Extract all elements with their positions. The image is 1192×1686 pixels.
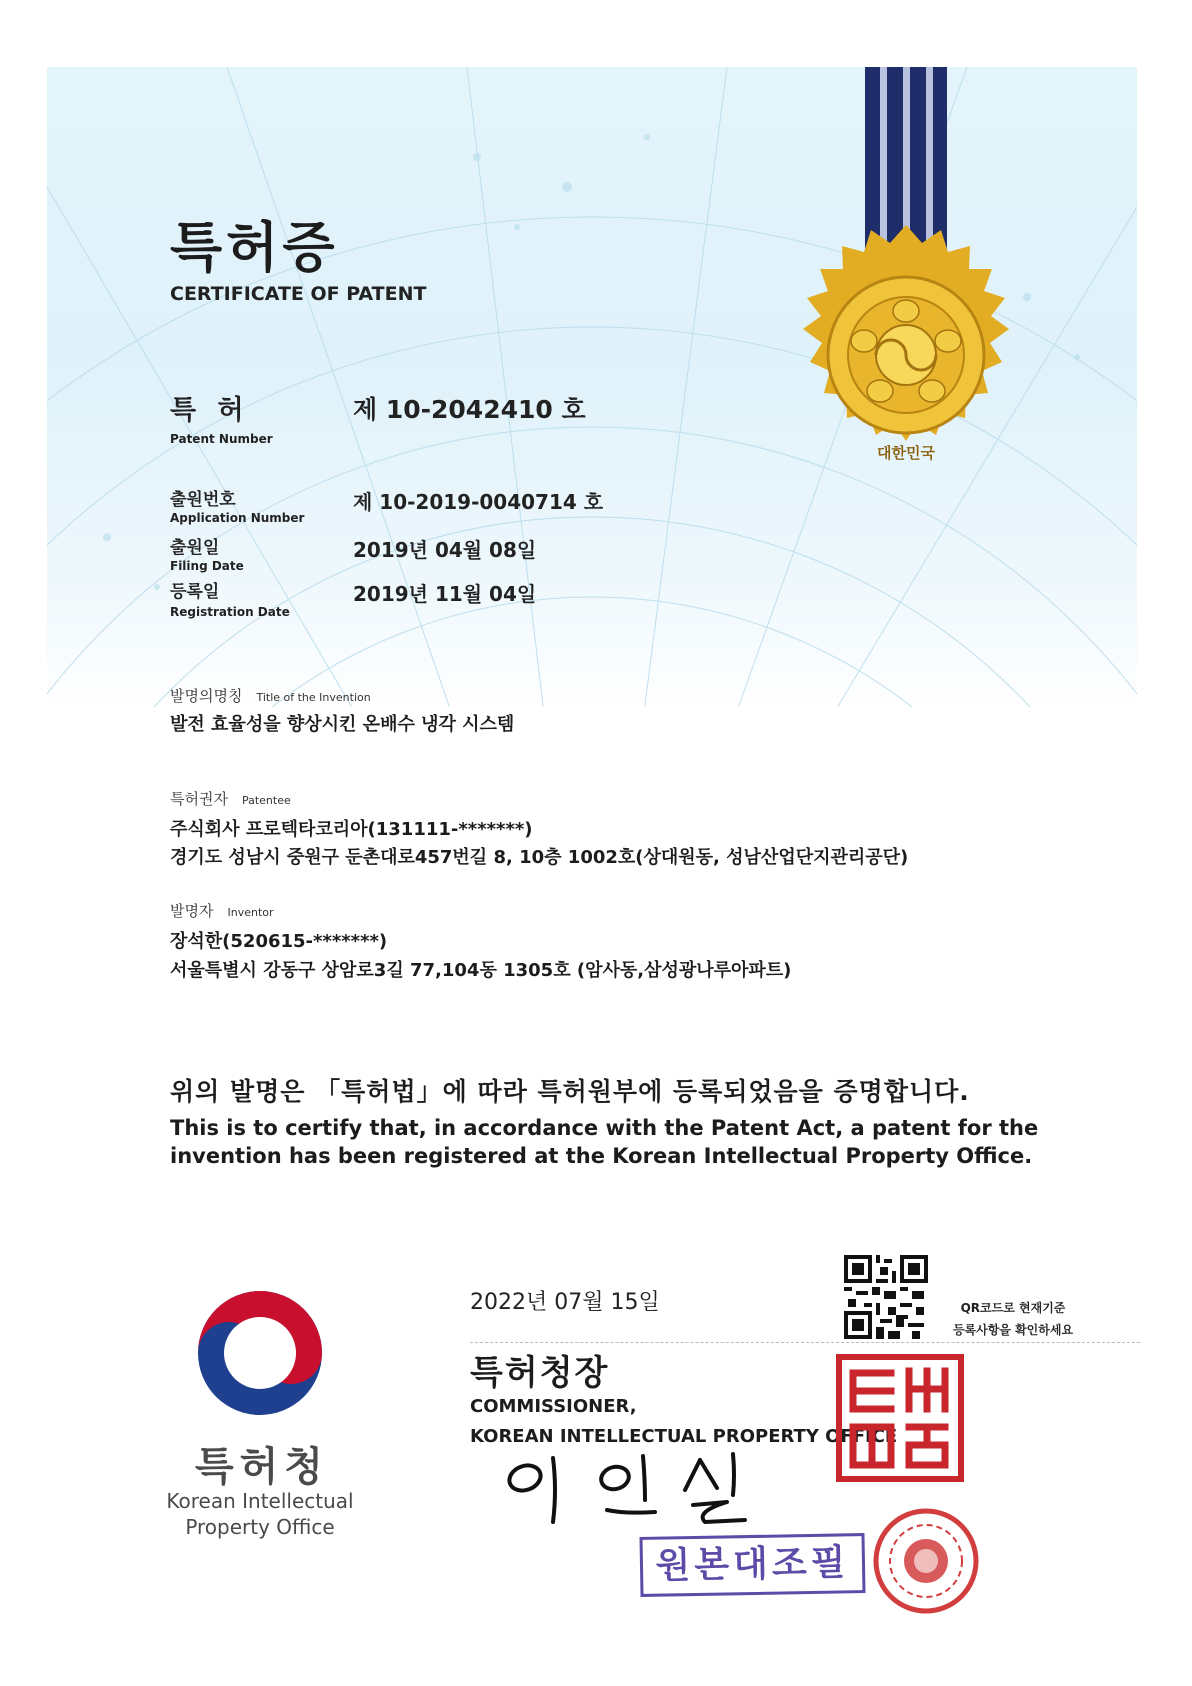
verification-stamp: 원본대조필	[639, 1533, 865, 1597]
application-number-label-ko: 출원번호	[170, 490, 236, 510]
inventor-name: 장석한(520615-*******)	[170, 931, 388, 952]
qr-code[interactable]	[844, 1255, 928, 1339]
invention-title: 발전 효율성을 향상시킨 온배수 냉각 시스템	[170, 714, 515, 735]
inventor-label-ko: 발명자	[170, 902, 214, 920]
certificate-title-ko: 특허증	[170, 216, 339, 279]
commissioner-title-en-line2: KOREAN INTELLECTUAL PROPERTY OFFICE	[470, 1426, 898, 1447]
certification-statement-ko: 위의 발명은 「특허법」에 따라 특허원부에 등록되었음을 증명합니다.	[170, 1077, 970, 1106]
certificate-title-en: CERTIFICATE OF PATENT	[170, 283, 427, 305]
patentee-label-en: Patentee	[241, 794, 291, 807]
invention-label-en: Title of the Invention	[256, 691, 371, 704]
signature-divider	[470, 1342, 1140, 1343]
application-number-label-en: Application Number	[170, 511, 305, 525]
patent-number-label-ko: 특 허	[170, 395, 250, 426]
inventor-address: 서울특별시 강동구 상암로3길 77,104동 1305호 (암사동,삼성광나루아파트)	[170, 960, 792, 981]
registration-date-value: 2019년 11월 04일	[353, 582, 537, 606]
office-name-ko: 특허청	[195, 1444, 329, 1490]
patentee-name: 주식회사 프로텍타코리아(131111-*******)	[170, 819, 533, 840]
patent-number-label-en: Patent Number	[170, 432, 273, 446]
patent-number-value: 제 10-2042410 호	[353, 395, 586, 424]
registration-date-label-en: Registration Date	[170, 605, 290, 619]
application-number-value: 제 10-2019-0040714 호	[353, 490, 604, 514]
seal-text: 대한민국	[877, 444, 935, 462]
invention-section-header	[170, 685, 371, 706]
filing-date-value: 2019년 04월 08일	[353, 538, 537, 562]
qr-note-line1: QR코드로 현재기준	[960, 1301, 1066, 1315]
filing-date-label-en: Filing Date	[170, 559, 244, 573]
issue-date: 2022년 07월 15일	[470, 1290, 660, 1315]
patentee-label-ko: 특허권자	[170, 790, 228, 808]
round-red-stamp	[870, 1505, 982, 1617]
official-seal	[835, 1353, 965, 1483]
inventor-label-en: Inventor	[227, 906, 274, 919]
commissioner-title-en-line1: COMMISSIONER,	[470, 1396, 637, 1417]
certification-statement-en: This is to certify that, in accordance with the Patent Act, a patent for the invention has been registered at the Korean Intellectual Property Office.	[170, 1116, 1039, 1168]
commissioner-title-ko: 특허청장	[470, 1353, 610, 1393]
inventor-section-header	[170, 900, 274, 921]
commissioner-signature	[495, 1450, 765, 1530]
patentee-address: 경기도 성남시 중원구 둔촌대로457번길 8, 10층 1002호(상대원동, 성남산업단지관리공단)	[170, 847, 909, 868]
registration-date-label-ko: 등록일	[170, 582, 220, 602]
taegeuk-logo	[190, 1283, 330, 1423]
patentee-section-header	[170, 788, 291, 809]
filing-date-label-ko: 출원일	[170, 538, 220, 558]
invention-label-ko: 발명의명칭	[170, 687, 243, 705]
qr-note	[938, 1297, 1088, 1341]
office-name-en: Korean Intellectual Property Office	[166, 1489, 354, 1539]
commissioner-title-en	[470, 1392, 897, 1452]
qr-note-line2: 등록사항을 확인하세요	[952, 1323, 1074, 1337]
gold-seal-medal	[760, 67, 1060, 497]
